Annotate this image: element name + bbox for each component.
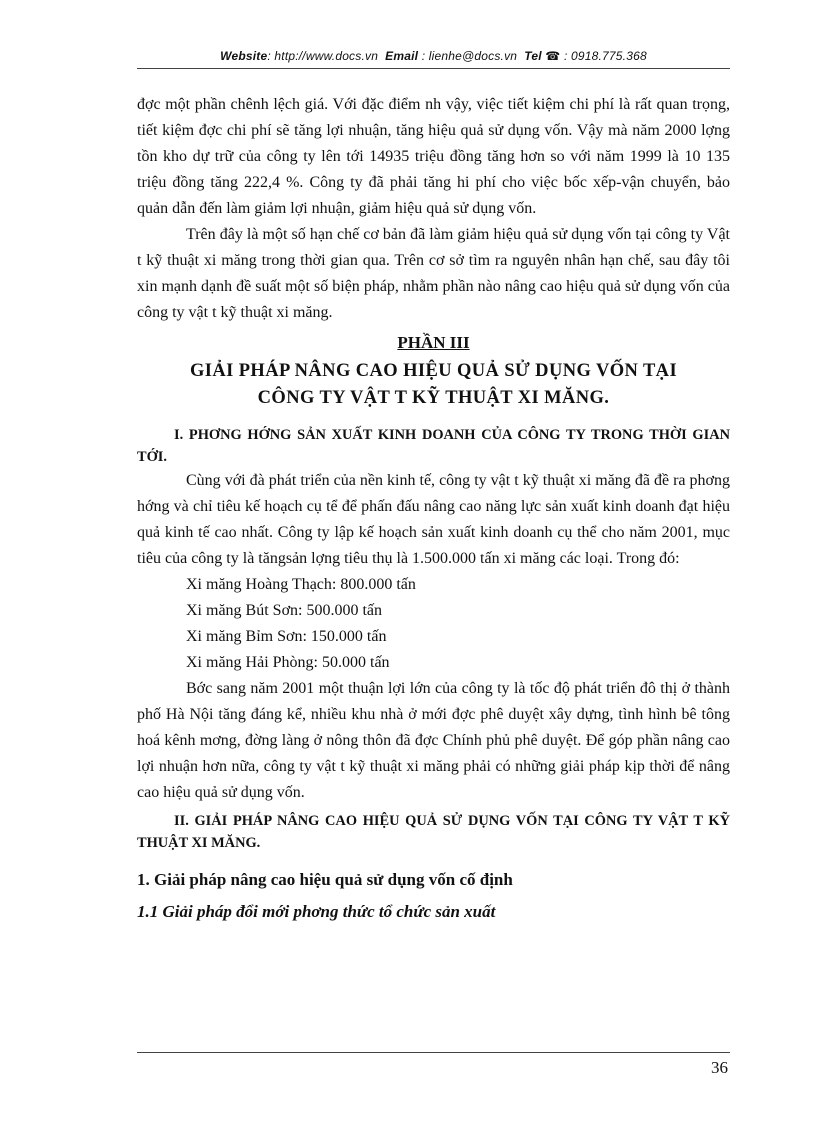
subsection-heading-1-1: 1.1 Giải pháp đổi mới phơng thức tổ chức sản xuất [137, 902, 496, 921]
document-body [137, 92, 730, 924]
list-item: Xi măng Bỉm Sơn: 150.000 tấn [186, 628, 387, 645]
page-header [137, 49, 730, 63]
email-value: : lienhe@docs.vn [421, 49, 518, 63]
tel-value: ☎ : 0918.775.368 [545, 49, 647, 63]
part-heading: PHẦN III [397, 333, 470, 352]
header-divider [137, 68, 730, 69]
paragraph-4: Bớc sang năm 2001 một thuận lợi lớn của công ty là tốc độ phát triển đô thị ở thành phố Hà Nội tăng đáng kể, nhiều khu nhà ở mới đợc phê duyệt xây dựng, tình hình bê tông hoá kênh mơng, đờng làng ở nông thôn đã đợc Chính phủ phê duyệt. Để góp phần nâng cao lợi nhuận hơn nữa, công ty vật t kỹ thuật xi măng phải có những giải pháp kịp thời để nâng cao hiệu quả sử dụng vốn. [137, 680, 730, 801]
list-item: Xi măng Hải Phòng: 50.000 tấn [186, 654, 390, 671]
list-item: Xi măng Bút Sơn: 500.000 tấn [186, 602, 383, 619]
section-heading-1: I. PHƠNG HỚNG SẢN XUẤT KINH DOANH CỦA CÔNG TY TRONG THỜI GIAN TỚI. [137, 427, 730, 465]
subsection-heading-1: 1. Giải pháp nâng cao hiệu quả sử dụng vốn cố định [137, 870, 513, 889]
section-heading-2: II. GIẢI PHÁP NÂNG CAO HIỆU QUẢ SỬ DỤNG VỐN TẠI CÔNG TY VẬT T KỸ THUẬT XI MĂNG. [137, 813, 730, 851]
website-label: Website [220, 49, 268, 63]
website-value: : http://www.docs.vn [267, 49, 379, 63]
page-number: 36 [711, 1058, 728, 1077]
tel-label: Tel [524, 49, 542, 63]
email-label: Email [385, 49, 419, 63]
paragraph-3: Cùng với đà phát triển của nền kinh tế, công ty vật t kỹ thuật xi măng đã đề ra phơng hớng và chỉ tiêu kế hoạch cụ tể để phấn đấu nâng cao năng lực sản xuất kinh doanh đạt hiệu quả kinh tế cao nhất. Công ty lập kế hoạch sản xuất kinh doanh cụ thể cho năm 2001, mục tiêu của công ty là tăngsản lợng tiêu thụ là 1.500.000 tấn xi măng các loại. Trong đó: [137, 472, 730, 567]
paragraph-2: Trên đây là một số hạn chế cơ bản đã làm giảm hiệu quả sử dụng vốn tại công ty Vật t kỹ thuật xi măng trong thời gian qua. Trên cơ sở tìm ra nguyên nhân hạn chế, sau đây tôi xin mạnh dạnh đề suất một số biện pháp, nhằm phần nào nâng cao hiệu quả sử dụng vốn của công ty vật t kỹ thuật xi măng. [137, 226, 730, 321]
footer-divider [137, 1052, 730, 1053]
chapter-title-line-1: GIẢI PHÁP NÂNG CAO HIỆU QUẢ SỬ DỤNG VỐN TẠI [189, 361, 678, 381]
chapter-title-line-2: CÔNG TY VẬT T KỸ THUẬT XI MĂNG. [257, 388, 610, 408]
cement-list [137, 572, 730, 676]
paragraph-1: đợc một phần chênh lệch giá. Với đặc điểm nh vậy, việc tiết kiệm chi phí là rất quan trọng, tiết kiệm đợc chi phí sẽ tăng lợi nhuận, tăng hiệu quả sử dụng vốn. Vậy mà năm 2000 lợng tồn kho dự trữ của công ty lên tới 14935 triệu đồng tăng hơn so với năm 1999 là 10 135 triệu đồng tăng 222,4 %. Công ty đã phải tăng hi phí cho việc bốc xếp-vận chuyển, bảo quản dẫn đến làm giảm lợi nhuận, giảm hiệu quả sử dụng vốn. [137, 96, 730, 217]
list-item: Xi măng Hoàng Thạch: 800.000 tấn [186, 576, 416, 593]
